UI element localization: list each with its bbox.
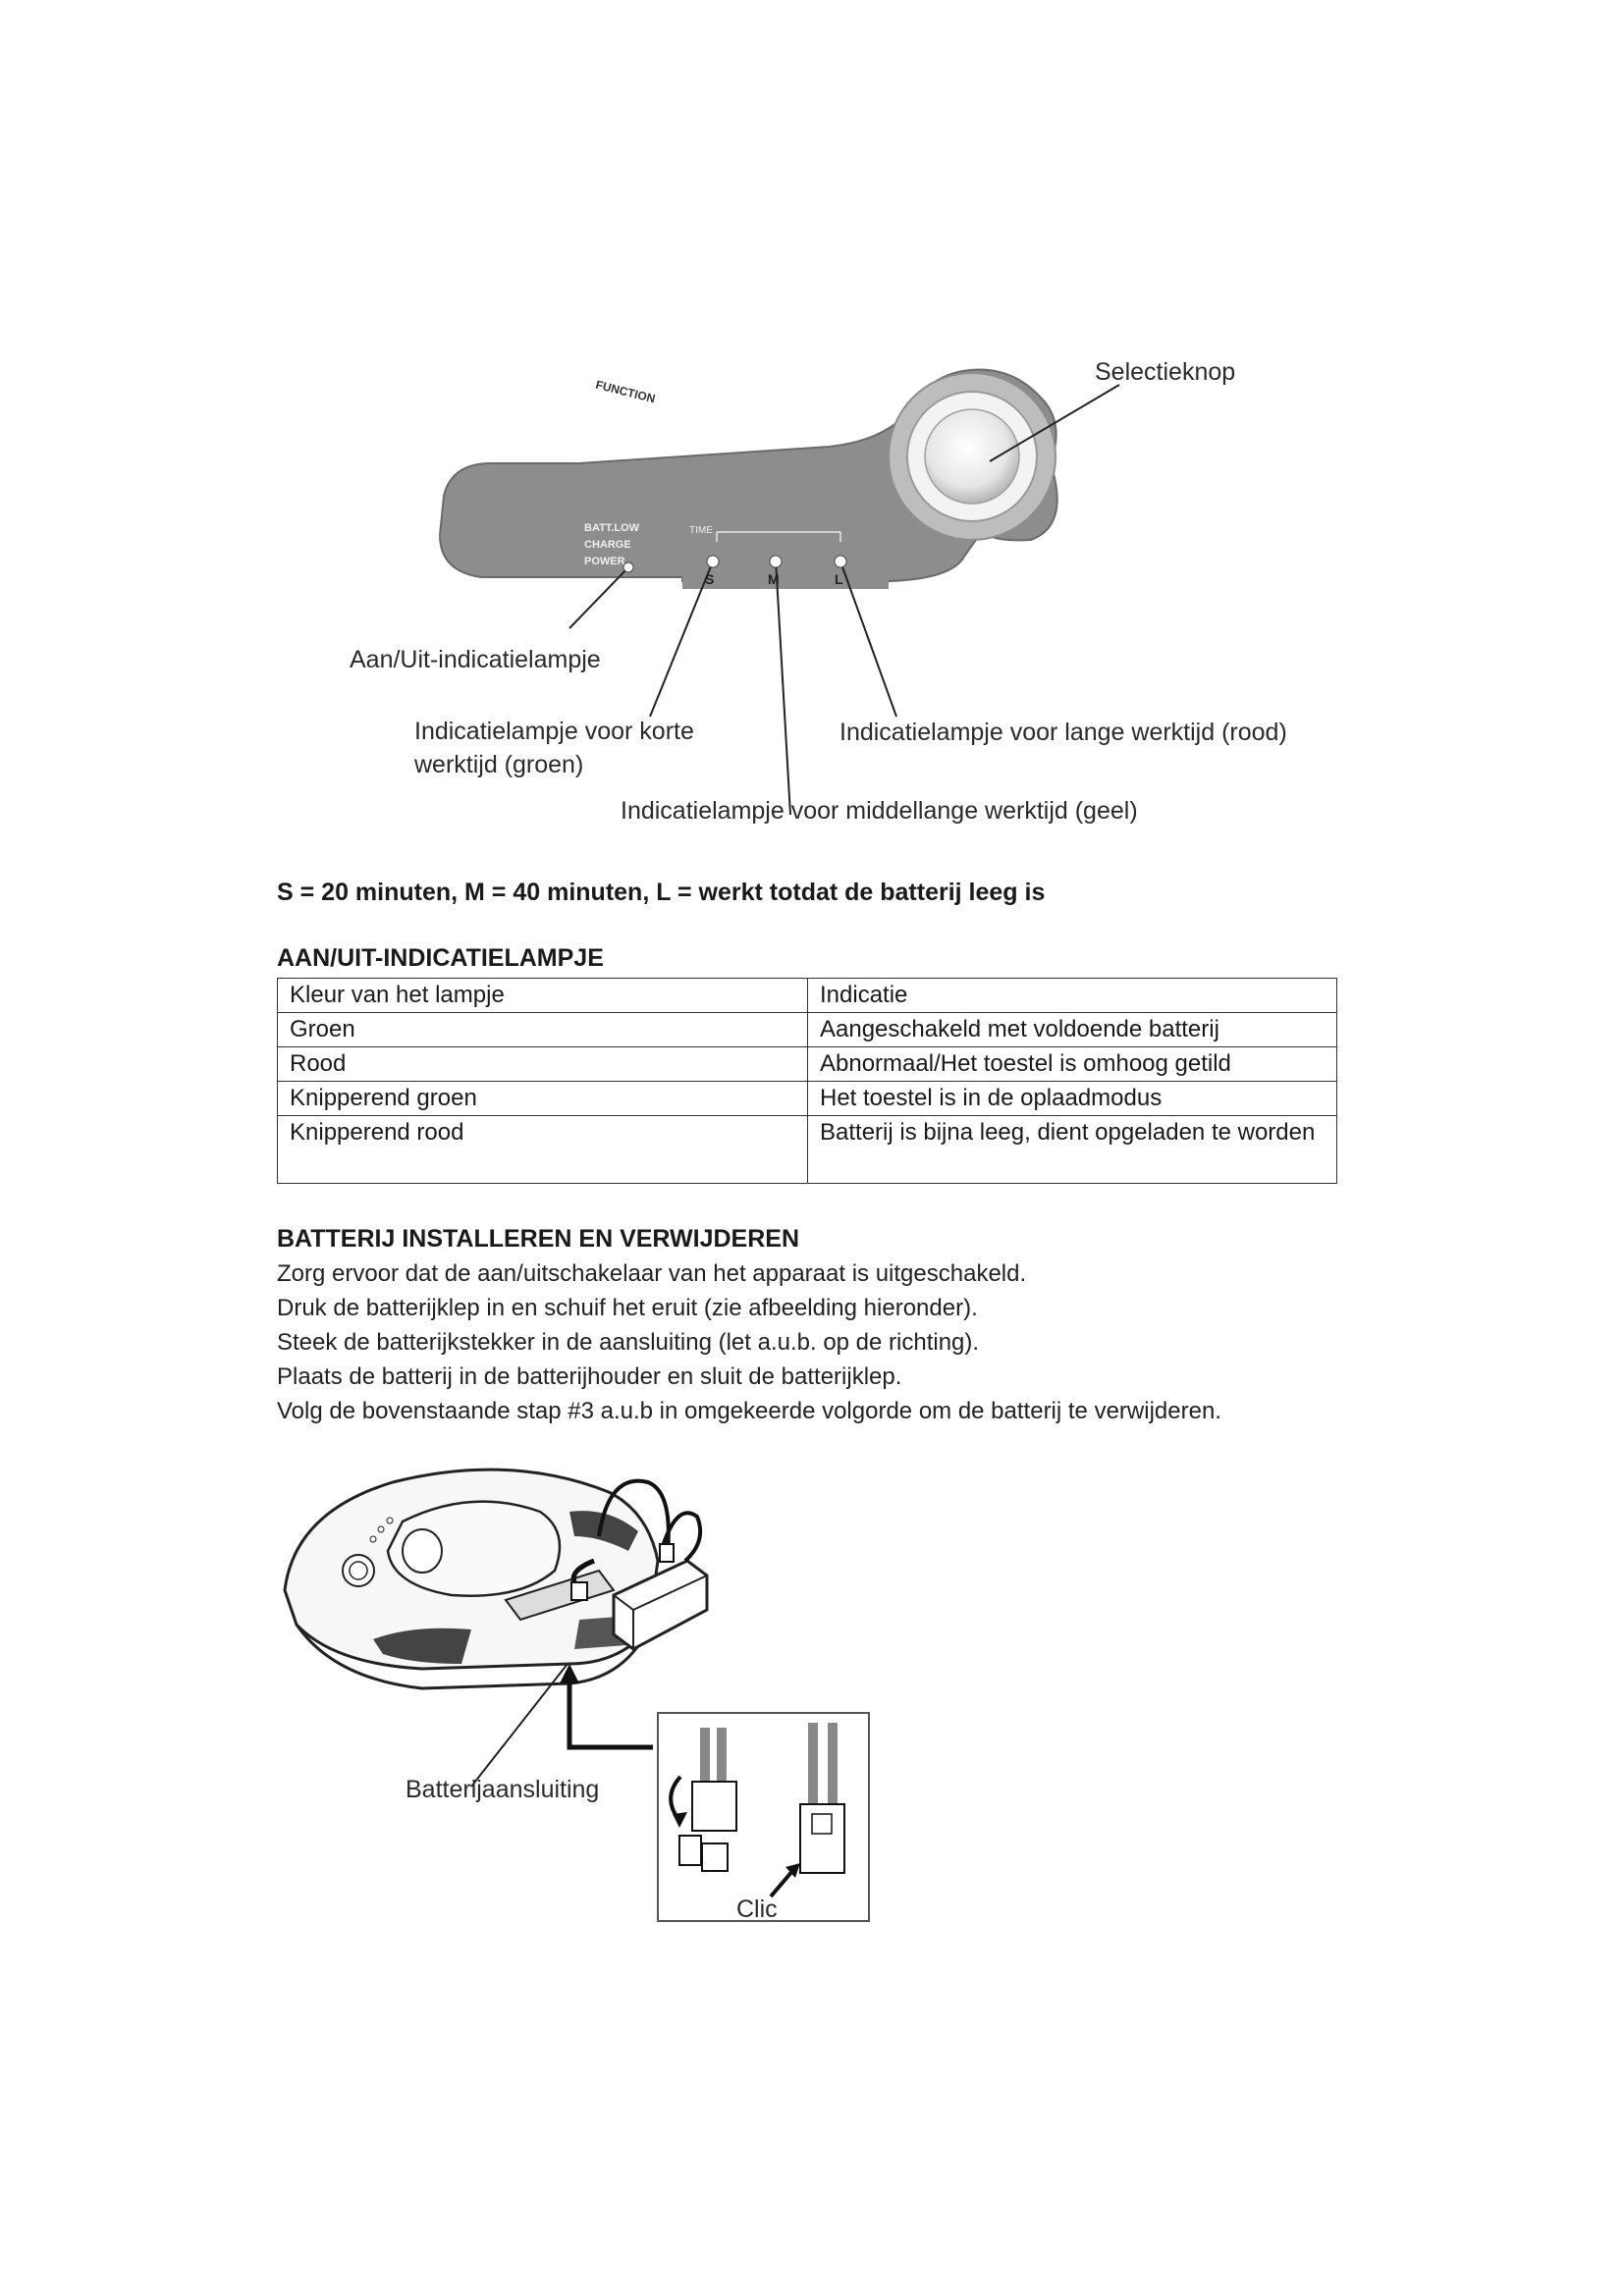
function-text: FUNCTION: [594, 377, 657, 406]
table-cell: Knipperend groen: [278, 1082, 808, 1116]
battery-instructions: [277, 1256, 1221, 1428]
table-cell: Knipperend rood: [278, 1116, 808, 1184]
battery-section-title: BATTERIJ INSTALLEREN EN VERWIJDEREN: [277, 1225, 799, 1253]
label-click: Clic: [736, 1896, 778, 1923]
short-time-led: [707, 556, 719, 567]
table-cell: Het toestel is in de oplaadmodus: [808, 1082, 1337, 1116]
m-text: M: [768, 571, 780, 587]
batt-low-text: BATT.LOW: [584, 522, 640, 534]
table-cell: Groen: [278, 1013, 808, 1047]
table-cell: Aangeschakeld met voldoende batterij: [808, 1013, 1337, 1047]
table-header-cell: Kleur van het lampje: [278, 979, 808, 1013]
instruction-line: Plaats de batterij in de batterijhouder en sluit de batterijklep.: [277, 1363, 902, 1390]
l-text: L: [835, 571, 843, 587]
indicator-section-title: AAN/UIT-INDICATIELAMPJE: [277, 944, 604, 972]
table-row: [278, 1013, 1337, 1047]
medium-time-led: [770, 556, 782, 567]
instruction-line: Druk de batterijklep in en schuif het eruit (zie afbeelding hieronder).: [277, 1295, 978, 1321]
label-selection-button: Selectieknop: [1095, 358, 1236, 386]
indicator-table: [277, 978, 1337, 1184]
label-long-time: Indicatielampje voor lange werktijd (rood): [839, 719, 1287, 746]
label-battery-connector: Batterijaansluiting: [406, 1776, 600, 1803]
s-text: S: [705, 571, 715, 587]
robot-function-button: [343, 1555, 374, 1586]
label-short-time-line2: werktijd (groen): [414, 751, 584, 778]
long-time-led: [835, 556, 846, 567]
power-text: POWER: [584, 556, 625, 567]
table-cell: Batterij is bijna leeg, dient opgeladen te worden: [808, 1116, 1337, 1184]
robot-battery-illustration: [275, 1453, 903, 1934]
table-header-row: [278, 979, 1337, 1013]
instruction-line: Steek de batterijkstekker in de aansluiting (let a.u.b. op de richting).: [277, 1329, 980, 1356]
battery-figure: [275, 1453, 903, 1934]
table-row: [278, 1116, 1337, 1184]
time-note: S = 20 minuten, M = 40 minuten, L = werkt totdat de batterij leeg is: [277, 879, 1046, 906]
time-text: TIME: [689, 525, 713, 536]
table-header-cell: Indicatie: [808, 979, 1337, 1013]
table-row: [278, 1047, 1337, 1082]
table-cell: Abnormaal/Het toestel is omhoog getild: [808, 1047, 1337, 1082]
charge-text: CHARGE: [584, 539, 631, 551]
label-short-time-line1: Indicatielampje voor korte: [414, 718, 694, 745]
status-labels: [584, 520, 639, 570]
instruction-line: Zorg ervoor dat de aan/uitschakelaar van het apparaat is uitgeschakeld.: [277, 1260, 1027, 1287]
function-button[interactable]: [925, 409, 1019, 504]
label-power-indicator: Aan/Uit-indicatielampje: [350, 646, 601, 673]
table-row: [278, 1082, 1337, 1116]
table-cell: Rood: [278, 1047, 808, 1082]
label-medium-time: Indicatielampje voor middellange werktijd (geel): [621, 797, 1138, 825]
instruction-line: Volg de bovenstaande stap #3 a.u.b in omgekeerde volgorde om de batterij te verwijderen.: [277, 1398, 1221, 1424]
